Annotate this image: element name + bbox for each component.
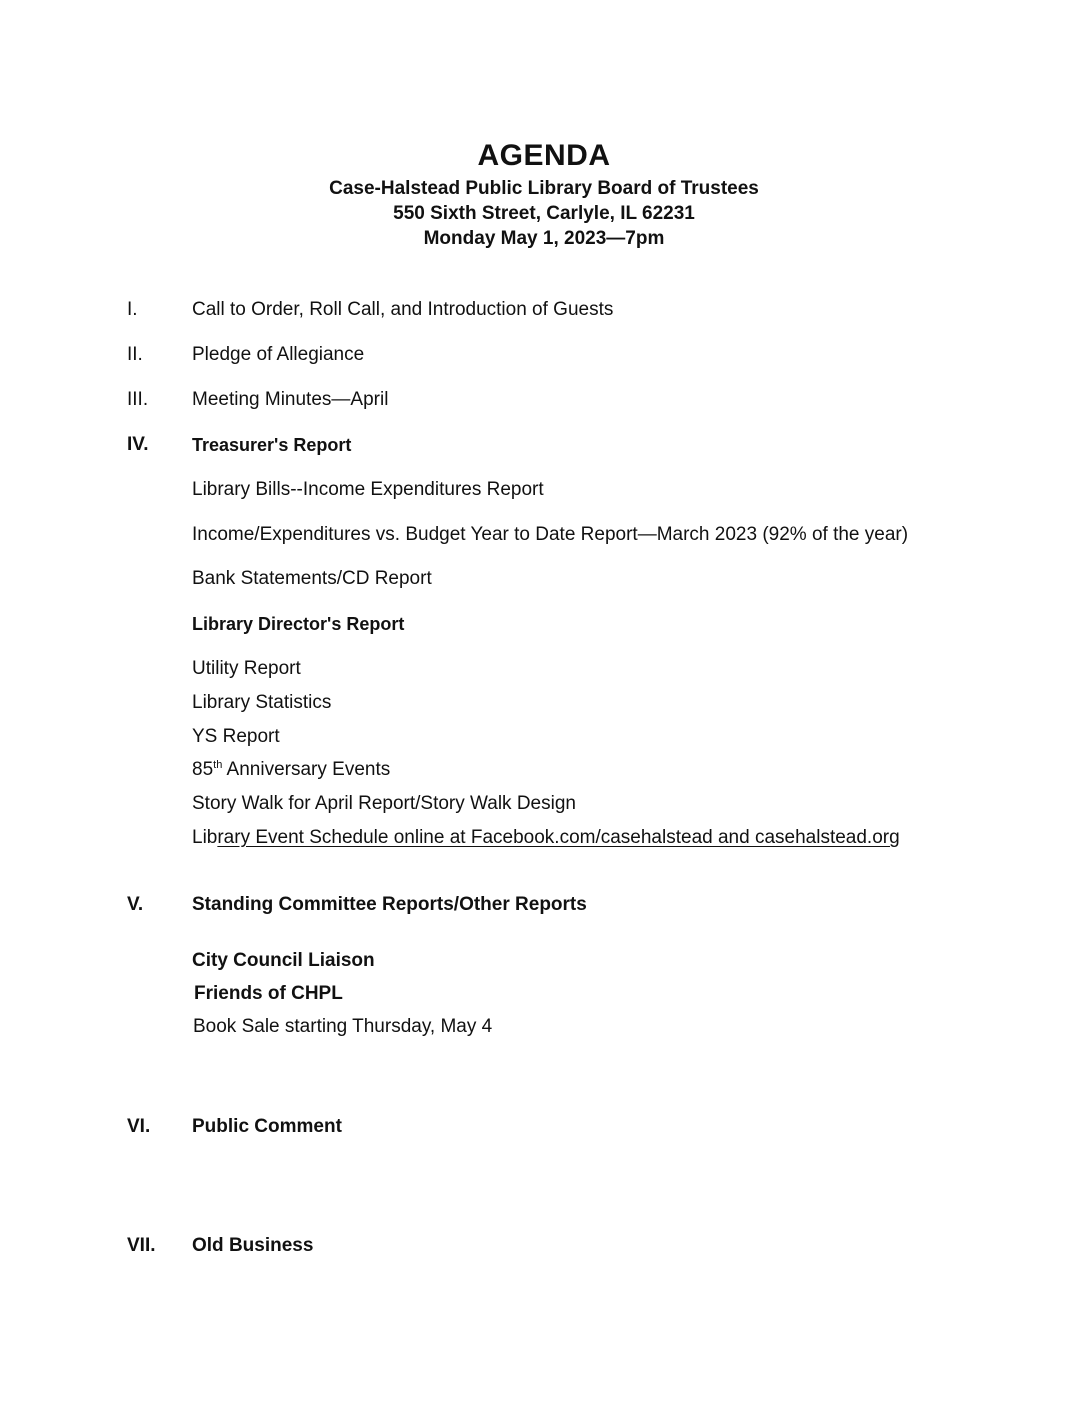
- list-item-anniversary: [192, 758, 390, 782]
- list-item: Income/Expenditures vs. Budget Year to Date Report—March 2023 (92% of the year): [192, 524, 909, 545]
- list-item-event-schedule: [192, 826, 900, 850]
- list-item: Story Walk for April Report/Story Walk Design: [192, 793, 576, 814]
- section-title-call-to-order: Call to Order, Roll Call, and Introduction of Guests: [192, 299, 614, 320]
- anniversary-text: Anniversary Events: [222, 759, 391, 780]
- section-number: VII.: [127, 1235, 156, 1256]
- list-item: Utility Report: [192, 658, 301, 679]
- subheading-city-council: City Council Liaison: [192, 950, 375, 971]
- section-title-treasurer: Treasurer's Report: [192, 435, 352, 455]
- section-number: V.: [127, 894, 144, 915]
- organization-name: Case-Halstead Public Library Board of Trustees: [329, 178, 759, 199]
- section-title-committee-reports: Standing Committee Reports/Other Reports: [192, 894, 587, 915]
- director-report-heading: Library Director's Report: [192, 614, 405, 634]
- section-title-minutes: Meeting Minutes—April: [192, 389, 389, 410]
- section-title-public-comment: Public Comment: [192, 1116, 342, 1137]
- anniversary-number: 85: [192, 759, 214, 780]
- list-item: Book Sale starting Thursday, May 4: [193, 1016, 493, 1037]
- section-number: III.: [127, 389, 149, 410]
- address-line: 550 Sixth Street, Carlyle, IL 62231: [393, 203, 695, 224]
- event-schedule-text: Lib: [192, 827, 218, 848]
- ordinal-suffix: th: [213, 759, 223, 771]
- section-number: I.: [127, 299, 138, 320]
- list-item: Bank Statements/CD Report: [192, 568, 432, 589]
- agenda-header: [0, 136, 1088, 251]
- section-title-old-business: Old Business: [192, 1235, 314, 1256]
- page-title: AGENDA: [477, 139, 611, 172]
- list-item: Library Statistics: [192, 692, 332, 713]
- section-title-pledge: Pledge of Allegiance: [192, 344, 365, 365]
- section-number: II.: [127, 344, 143, 365]
- event-schedule-link[interactable]: rary Event Schedule online at Facebook.com/casehalstead and casehalstead.org: [217, 827, 900, 848]
- meeting-date: Monday May 1, 2023—7pm: [423, 228, 665, 249]
- list-item: Library Bills--Income Expenditures Report: [192, 479, 544, 500]
- subheading-friends: Friends of CHPL: [194, 983, 343, 1004]
- section-number: VI.: [127, 1116, 151, 1137]
- section-number: IV.: [127, 434, 149, 455]
- list-item: YS Report: [192, 726, 280, 747]
